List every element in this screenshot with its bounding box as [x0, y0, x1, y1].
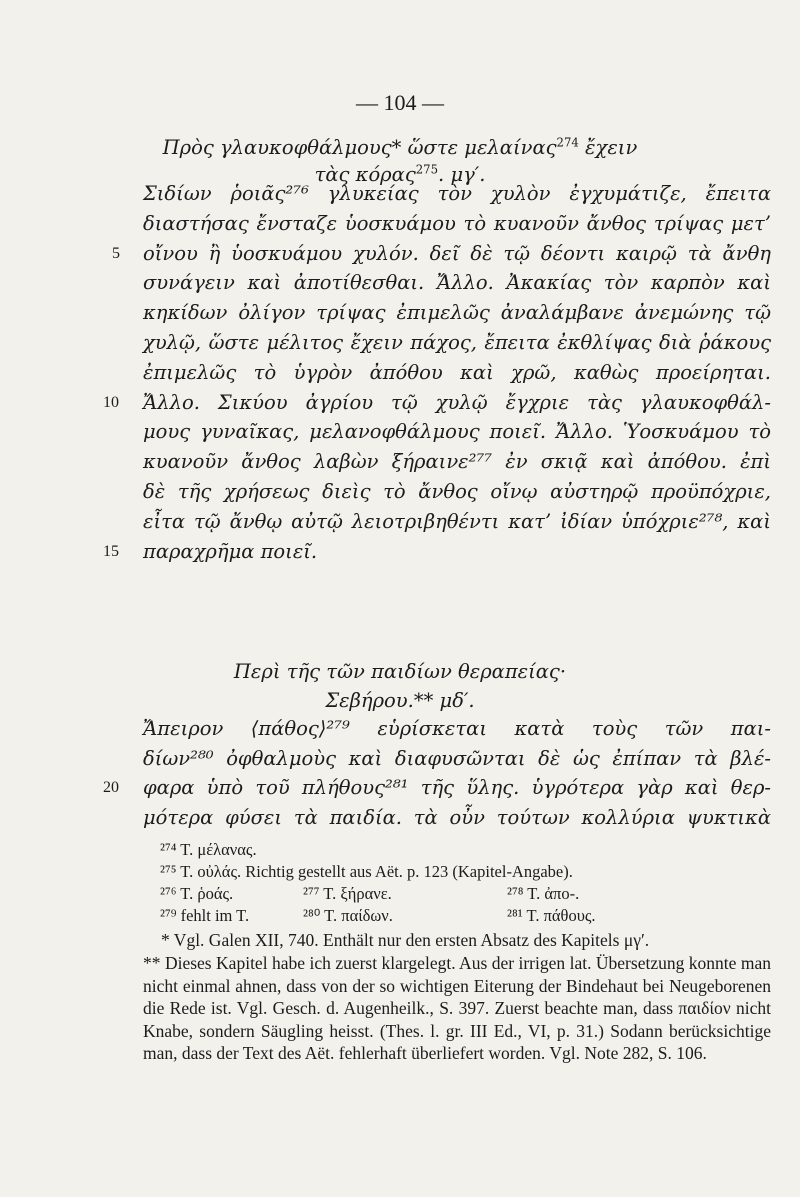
text-line-content: ἐπιμελῶς τὸ ὑγρὸν ἀπόθου καὶ χρῶ, καθὼς προείρηται.	[143, 360, 771, 384]
text-line-content: κυανοῦν ἄνθος λαβὼν ξήραινε²⁷⁷ ἐν σκιᾷ καὶ ἀπόθου. ἐπὶ	[143, 450, 771, 474]
text-line-content: παραχρῆμα ποιεῖ.	[143, 539, 318, 563]
text-line-content: μους γυναῖκας, μελανοφθάλμους ποιεῖ. Ἄλλο. Ὑοσκυάμου τὸ	[143, 420, 771, 444]
footnote-278: ²⁷⁸ T. ἀπο-.	[507, 884, 580, 903]
text-line-content: φαρα ὑπὸ τοῦ πλήθους²⁸¹ τῆς ὕλης. ὑγρότερα γὰρ καὶ θερ-	[143, 776, 771, 800]
footnote-ref: 275	[415, 162, 439, 177]
text-line-content: δίων²⁸⁰ ὀφθαλμοὺς καὶ διαφυσῶνται δὲ ὡς ἐπίπαν τὰ βλέ-	[143, 746, 771, 770]
text-line-content: Σιδίων ῥοιᾶς²⁷⁶ γλυκείας τὸν χυλὸν ἐγχυμάτιζε, ἔπειτα	[143, 182, 771, 205]
chapter-title-line1	[0, 136, 800, 159]
chapter-title-text: τὰς κόρας	[314, 163, 416, 186]
line-number: 20	[103, 779, 119, 797]
text-line-content: δὲ τῆς χρήσεως διεὶς τὸ ἄνθος οἴνῳ αὐστηρῷ προϋπόχριε,	[143, 480, 771, 503]
section-title-line2: Σεβήρου.** μδ′.	[325, 689, 475, 712]
page-number: — 104 —	[356, 90, 444, 115]
footnote-275-greek: ²⁷⁵ T. οὐλάς.	[160, 862, 242, 881]
section-title-line1: Περὶ τῆς τῶν παιδίων θεραπείας·	[233, 660, 567, 683]
text-line-content: κηκίδων ὀλίγον τρίψας ἐπιμελῶς ἀναλάμβανε ἀνεμώνης τῷ	[143, 301, 771, 325]
footnote-280: ²⁸⁰ T. παίδων.	[303, 906, 393, 925]
footnote-277: ²⁷⁷ T. ξήρανε.	[303, 884, 392, 903]
text-line-content: διαστήσας ἔνσταζε ὑοσκυάμου τὸ κυανοῦν ἄνθος τρίψας μετ’	[143, 211, 771, 235]
note-double-star: ** Dieses Kapitel habe ich zuerst klargelegt. Aus der irrigen lat. Übersetzung konnte man nicht einmal ahnen, dass von der so wichtigen Eiterung der Bindehaut bei Neugeborenen die Rede ist. Vgl. Gesch. d. Augenheilk., S. 397. Zuerst beachte man, dass παιδίον nicht Knabe, sondern Säugling heisst. (Thes. l. gr. III Ed., VI, p. 31.) Sodann berücksichtige man, dass der Text des Aët. fehlerhaft überliefert worden. Vgl. Note 282, S. 106.	[143, 953, 771, 1064]
text-line-content: εἶτα τῷ ἄνθῳ αὐτῷ λειοτριβηθέντι κατ’ ἰδίαν ὑπόχριε²⁷⁸, καὶ	[143, 509, 771, 533]
text-line-content: οἴνου ἢ ὑοσκυάμου χυλόν. δεῖ δὲ τῷ δέοντι καιρῷ τὰ ἄνθη	[143, 241, 771, 265]
chapter-title-text-end: . μγ′.	[438, 163, 486, 186]
footnote-275	[160, 862, 573, 882]
footnote-281: ²⁸¹ T. πάθους.	[507, 906, 596, 925]
footnote-ref: 274	[556, 135, 579, 150]
footnote-276: ²⁷⁶ T. ῥοάς.	[160, 884, 234, 903]
text-line-content: Ἄλλο. Σικύου ἀγρίου τῷ χυλῷ ἔγχριε τὰς γλαυκοφθάλ-	[143, 390, 771, 414]
text-line-content: Ἄπειρον ⟨πάθος⟩²⁷⁹ εὑρίσκεται κατὰ τοὺς τῶν παι-	[143, 717, 771, 740]
note-single-star: * Vgl. Galen XII, 740. Enthält nur den ersten Absatz des Kapitels μγ′.	[161, 930, 650, 950]
line-number: 15	[103, 542, 119, 560]
footnote-274: ²⁷⁴ T. μέλανας.	[160, 840, 257, 859]
line-number: 5	[112, 244, 120, 262]
text-line-content: συνάγειν καὶ ἀποτίθεσθαι. Ἄλλο. Ἀκακίας τὸν καρπὸν καὶ	[143, 271, 771, 295]
text-line-content: χυλῷ, ὥστε μέλιτος ἔχειν πάχος, ἔπειτα ἐκθλίψας διὰ ῥάκους	[143, 331, 771, 354]
footnote-275-text: Richtig gestellt aus Aët. p. 123 (Kapitel-Angabe).	[245, 862, 573, 881]
line-number: 10	[103, 393, 119, 411]
text-line-content: μότερα φύσει τὰ παιδία. τὰ οὖν τούτων κολλύρια ψυκτικὰ	[143, 805, 771, 829]
chapter-title-text: Πρὸς γλαυκοφθάλμους* ὥστε μελαίνας	[162, 136, 557, 159]
footnote-279: ²⁷⁹ fehlt im T.	[160, 906, 250, 925]
chapter-title-text-end: ἔχειν	[578, 136, 638, 159]
